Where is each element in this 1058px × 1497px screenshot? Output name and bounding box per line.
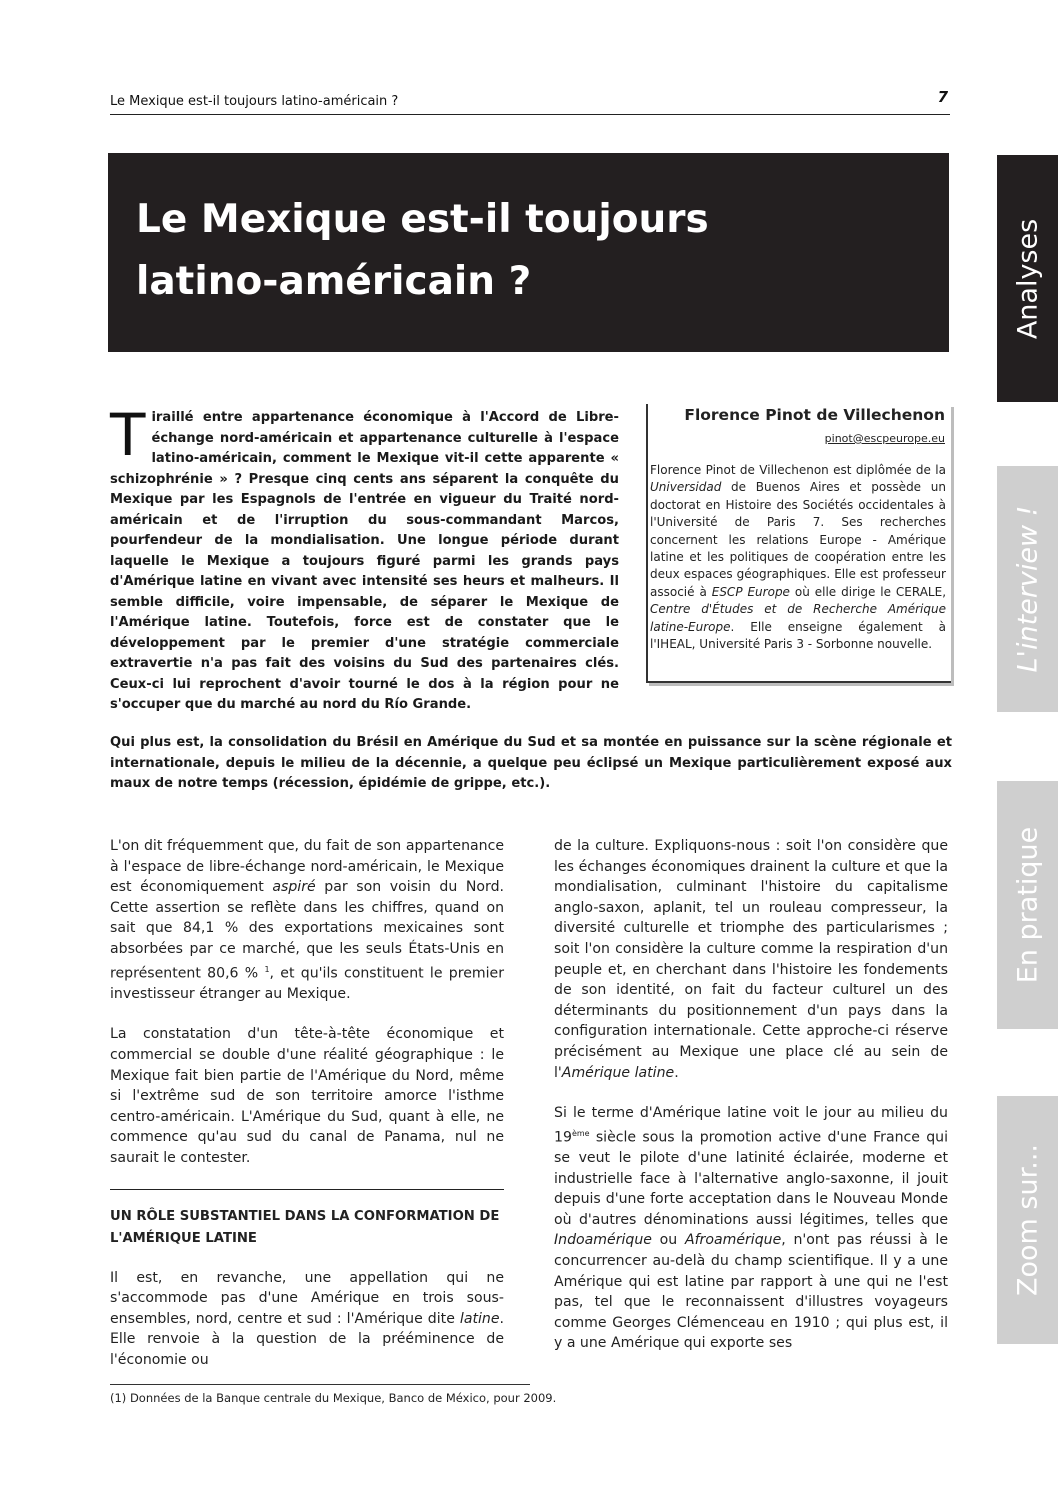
- author-box: [646, 404, 951, 683]
- left-column: [110, 836, 504, 1391]
- side-tab-interview[interactable]: [997, 466, 1058, 712]
- side-tab-label: L'interview !: [1012, 505, 1043, 673]
- intro-paragraph: Qui plus est, la consolidation du Brésil en Amérique du Sud et sa montée en puissance sur la scène régionale et internationale, depuis le milieu de la décennie, a quelque peu éclipsé un Mexique particulièrement exposé aux maux de notre temps (récession, épidémie de grippe, etc.).: [110, 735, 952, 791]
- drop-cap: T: [110, 401, 146, 469]
- body-paragraph: de la culture. Expliquons-nous : soit l'on considère que les échanges économiques drainent la culture et que la mondialisation, culminant l'histoire du capitalisme anglo-saxon, aplanit, tel un rouleau compresseur, la diversité culturelle et triomphe des particularismes ; soit l'on considère la culture comme la respiration d'un peuple et, en cherchant dans l'histoire les fondements de son identité, on fait du facteur culturel un des déterminants du positionnement d'un pays dans la configuration internationale. Cette approche-ci réserve précisément au Mexique une place clé au sein de l'Amérique latine.: [554, 838, 948, 1081]
- section-rule: [110, 1189, 504, 1190]
- body-paragraph: Il est, en revanche, une appellation qui ne s'accommode pas d'une Amérique en trois sous-ensembles, nord, centre et sud : l'Amérique dite latine. Elle renvoie à la question de la prééminence de l'économie ou: [110, 1269, 504, 1368]
- section-heading: UN RÔLE SUBSTANTIEL DANS LA CONFORMATION DE L'AMÉRIQUE LATINE: [110, 1208, 500, 1246]
- body-paragraph: L'on dit fréquemment que, du fait de son appartenance à l'espace de libre-échange nord-américain, le Mexique est économiquement aspiré par son voisin du Nord. Cette assertion se reflète dans les chiffres, quand on sait que 84,1 % des exportations mexicaines sont absorbées par ce marché, que les seuls États-Unis en représentent 80,6 % $^1$, et qu'ils constituent le premier investisseur étranger au Mexique.: [110, 838, 504, 1002]
- body-paragraph: Si le terme d'Amérique latine voit le jour au milieu du 19ème siècle sous la promotion active d'une France qui se veut le pilote d'une latinité éclairée, moderne et industrielle face à l'alternative anglo-saxonne, il jouit depuis d'une forte acceptation dans le Nouveau Monde où d'autres dénominations aussi légitimes, telles que Indoamérique ou Afroamérique, n'ont pas réussi à le concurrencer au-delà du champ scientifique. Il y a une Amérique qui est latine par rapport à une qui ne l'est pas, tel que le reconnaissent d'illustres voyageurs comme Georges Clémenceau en 1910 ; qui plus est, il y a une Amérique qui exporte ses: [554, 1105, 948, 1352]
- body-paragraph: La constatation d'un tête-à-tête économique et commercial se double d'une réalité géographique : le Mexique fait bien partie de l'Amérique du Nord, même si l'extrême sud de son territoire amorce l'isthme centro-américain. L'Amérique du Sud, quant à elle, ne commence qu'au sud du canal de Panama, nul ne saurait le contester.: [110, 1026, 504, 1166]
- side-tab-en-pratique[interactable]: [997, 781, 1058, 1029]
- side-tab-zoom-sur[interactable]: [997, 1096, 1058, 1344]
- side-tab-analyses[interactable]: [997, 155, 1058, 402]
- page-title: [136, 189, 916, 313]
- author-email-link[interactable]: pinot@escpeurope.eu: [824, 432, 945, 445]
- running-title: Le Mexique est-il toujours latino-américain ?: [110, 94, 399, 109]
- side-tab-label: Analyses: [1012, 218, 1043, 339]
- title-banner: [108, 153, 949, 352]
- side-tab-label: Zoom sur...: [1012, 1144, 1043, 1296]
- side-tab-label: En pratique: [1012, 826, 1043, 984]
- right-column: [554, 836, 948, 1374]
- footnote-rule: [110, 1384, 530, 1385]
- page-number: 7: [937, 88, 948, 106]
- title-line-1: Le Mexique est-il toujours: [136, 197, 709, 242]
- author-bio: Florence Pinot de Villechenon est diplômée de la Universidad de Buenos Aires et possède un doctorat en Histoire des Sociétés occidentales à l'Université de Paris 7. Ses recherches concernent les relations Europe - Amérique latine et les politiques de coopération entre les deux espaces géographiques. Elle est professeur associé à ESCP Europe où elle dirige le CERALE, Centre d'Études et de Recherche Amérique latine-Europe. Elle enseigne également à l'IHEAL, Université Paris 3 - Sorbonne nouvelle.: [650, 463, 947, 652]
- title-line-2: latino-américain ?: [136, 259, 532, 304]
- running-header: [110, 88, 950, 116]
- author-name: Florence Pinot de Villechenon: [684, 406, 945, 424]
- lead-text: iraillé entre appartenance économique à l'Accord de Libre-échange nord-américain et appartenance culturelle à l'espace latino-américain, comment le Mexique vit-il cette apparente « schizophrénie » ? Presque cinq cents ans séparent la conquête du Mexique par les Espagnols de l'entrée en vigueur du Traité nord-américain et de l'irruption du sous-commandant Marcos, pourfendeur de la mondialisation. Une longue période durant laquelle le Mexique a toujours figuré parmi les grands pays d'Amérique latine en vivant avec intensité ses heurs et malheurs. Il semble difficile, voire impensable, de séparer le Mexique de l'Amérique latine. Toutefois, force est de constater que le développement par le premier d'une stratégie commerciale extravertie n'a pas fait des voisins du Sud des partenaires clés. Ceux-ci lui reprochent d'avoir tourné le dos à la région pour ne s'occuper que du marché au nord du Río Grande.: [110, 410, 619, 712]
- lead-paragraph: [110, 401, 619, 716]
- footnote: (1) Données de la Banque centrale du Mexique, Banco de México, pour 2009.: [110, 1391, 557, 1405]
- header-rule: [110, 114, 950, 115]
